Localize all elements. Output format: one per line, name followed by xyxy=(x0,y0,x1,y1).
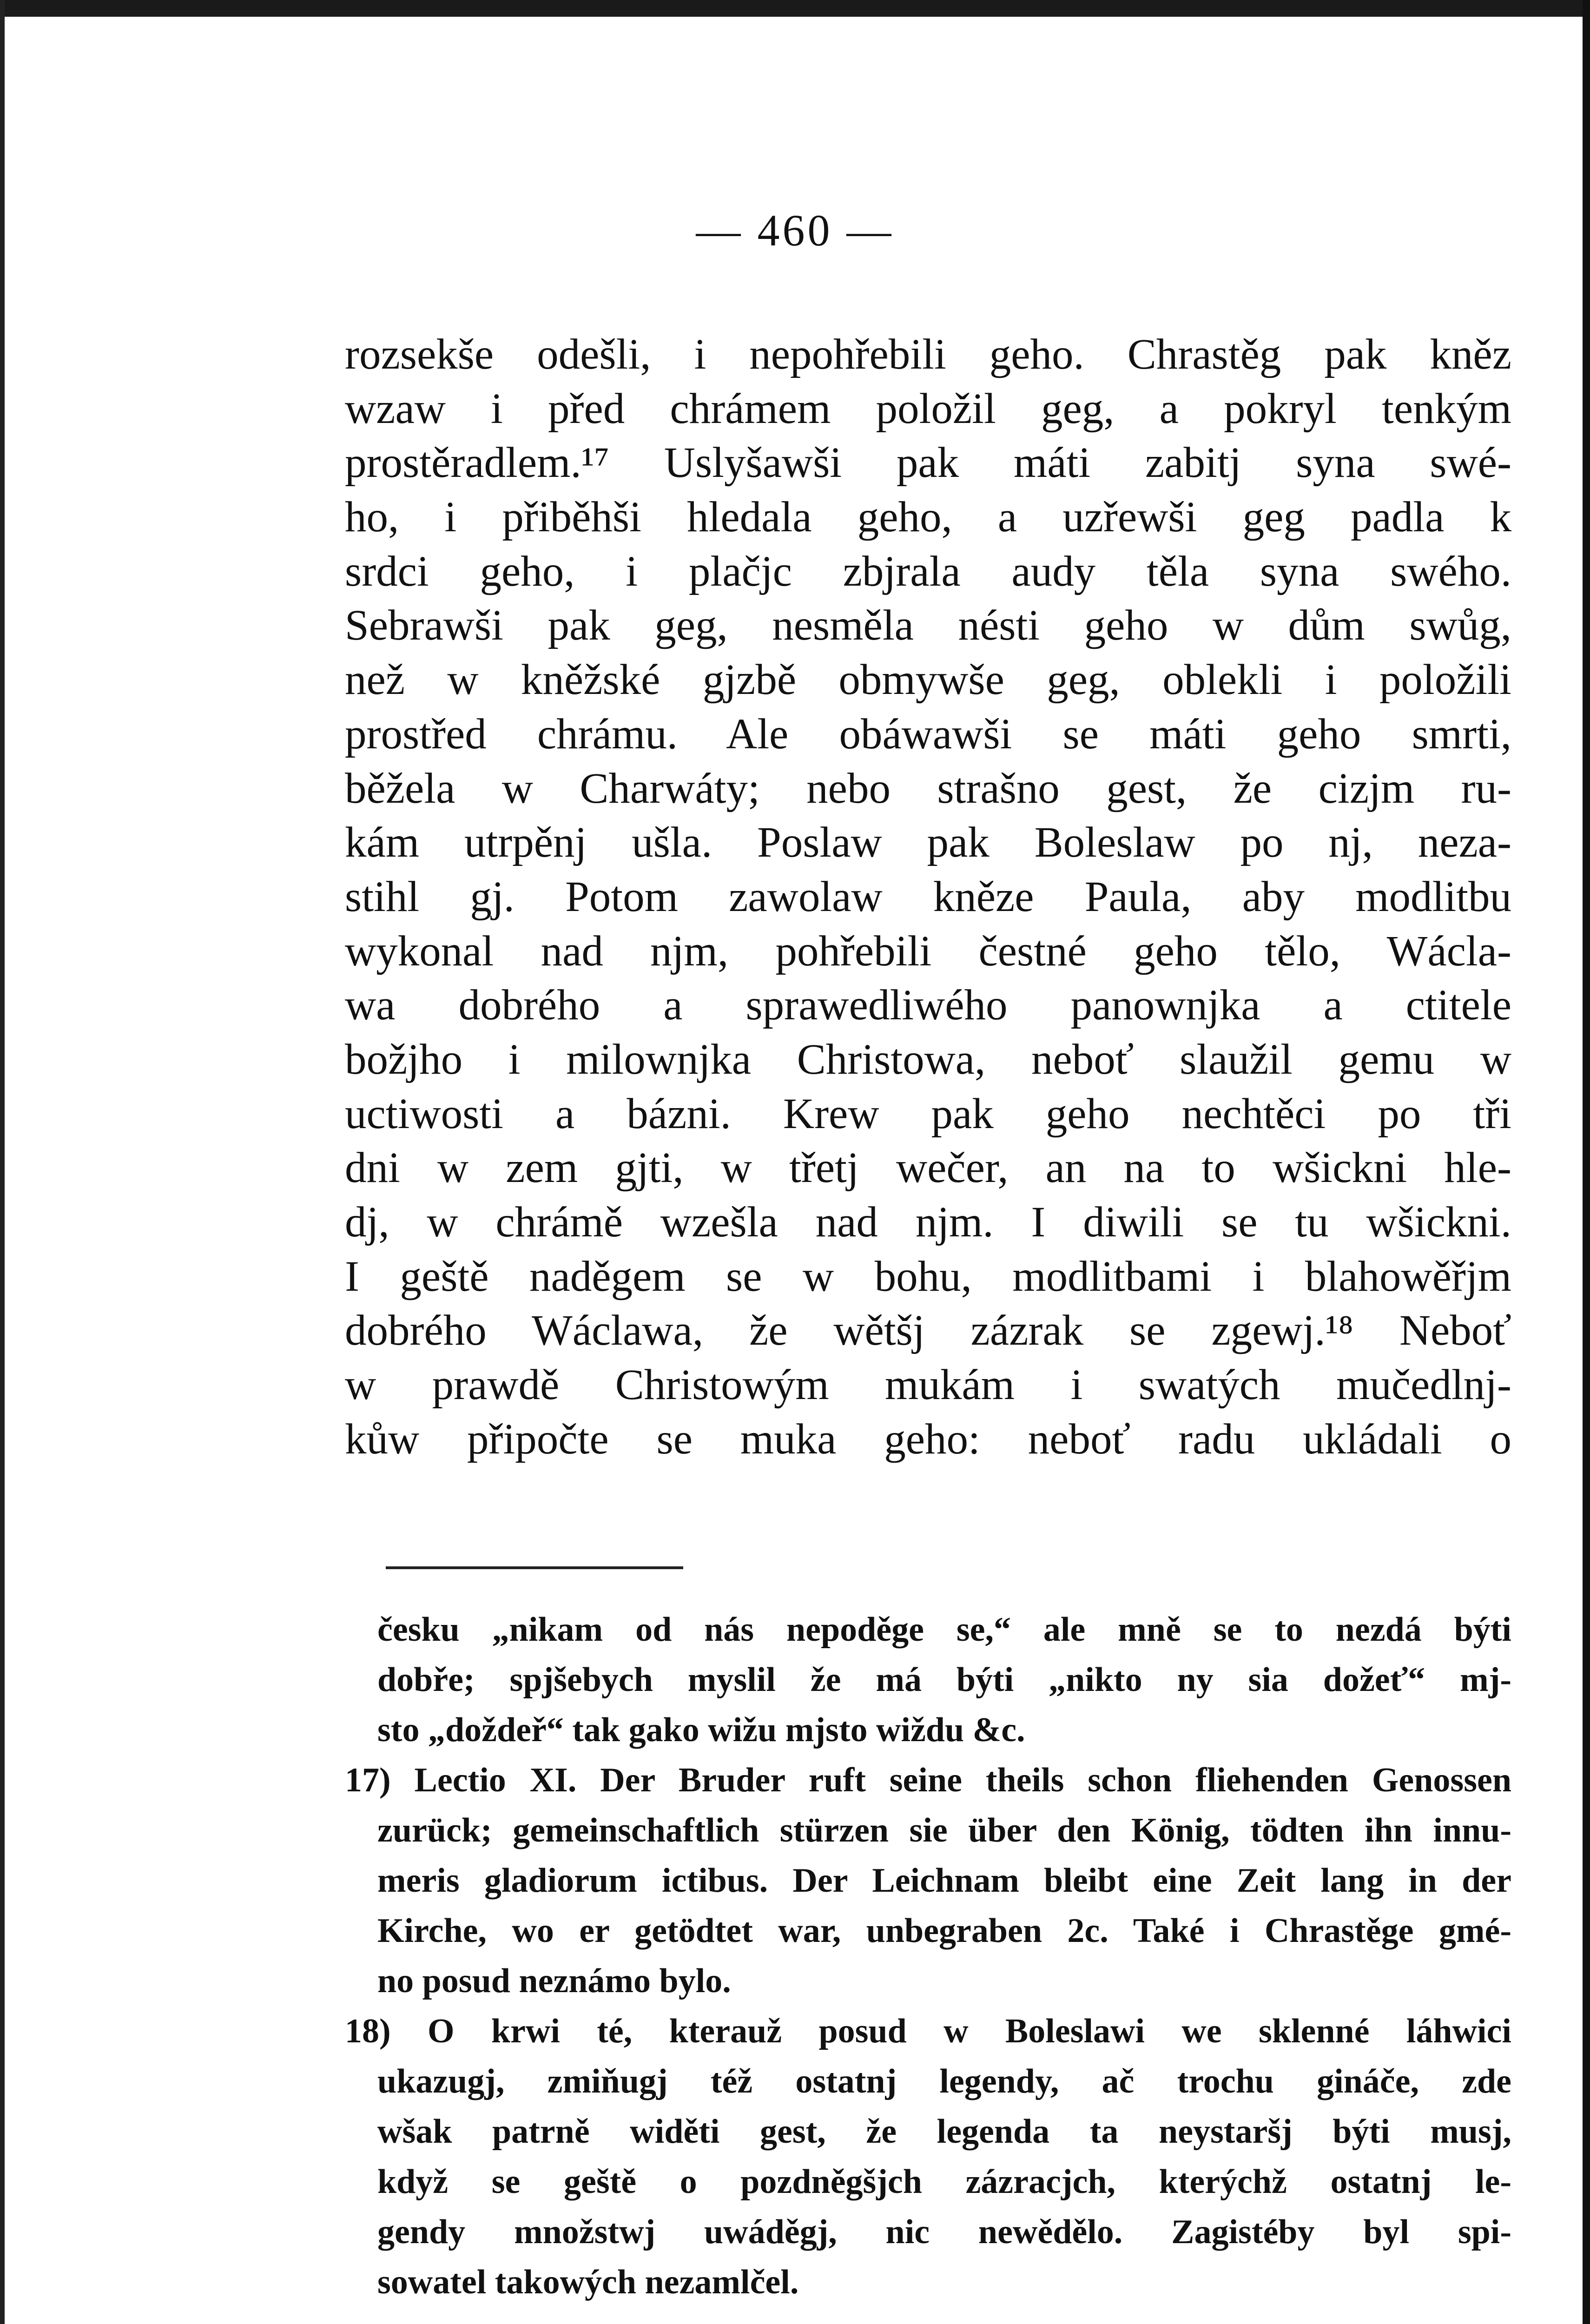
text-line: wa dobrého a sprawedliwého panownjka a ctitele xyxy=(345,981,1511,1030)
text-line: w prawdě Christowým mukám i swatých mučedlnj- xyxy=(345,1361,1511,1409)
footnote-17-line: meris gladiorum ictibus. Der Leichnam bleibt eine Zeit lang in der xyxy=(377,1862,1511,1900)
text-line: dj, w chrámě wzešla nad njm. I diwili se tu wšickni. xyxy=(345,1198,1511,1246)
footnote-18-line: wšak patrně widěti gest, že legenda ta neystaršj býti musj, xyxy=(377,2113,1511,2151)
text-line: uctiwosti a bázni. Krew pak geho nechtěci po tři xyxy=(345,1089,1511,1138)
text-line: prostěradlem.¹⁷ Uslyšawši pak máti zabitj syna swé- xyxy=(345,439,1511,487)
text-line: Sebrawši pak geg, nesměla nésti geho w dům swůg, xyxy=(345,601,1511,650)
text-line: než w kněžské gjzbě obmywše geg, oblekli i položili xyxy=(345,656,1511,704)
footnote-17-line: Kirche, wo er getödtet war, unbegraben 2c. Také i Chrastěge gmé- xyxy=(377,1912,1511,1950)
footnote-continuation-line: dobře; spjšebych myslil že má býti „nikto ny sia dožeť“ mj- xyxy=(377,1661,1511,1699)
text-line: wykonal nad njm, pohřebili čestné geho tělo, Wácla- xyxy=(345,927,1511,975)
text-line: stihl gj. Potom zawolaw kněze Paula, aby modlitbu xyxy=(345,872,1511,921)
text-line: dobrého Wáclawa, že wětšj zázrak se zgewj.¹⁸ Neboť xyxy=(345,1307,1511,1355)
text-line: ho, i přiběhši hledala geho, a uzřewši geg padla k xyxy=(345,493,1511,541)
footnote-continuation-line: česku „nikam od nás nepoděge se,“ ale mně se to nezdá býti xyxy=(377,1611,1511,1649)
text-line: I geště naděgem se w bohu, modlitbami i blahowěřjm xyxy=(345,1252,1511,1301)
text-line: wzaw i před chrámem položil geg, a pokryl tenkým xyxy=(345,384,1511,433)
footnote-18-line: když se geště o pozdněgšjch zázracjch, kterýchž ostatnj le- xyxy=(377,2163,1511,2201)
text-line: prostřed chrámu. Ale obáwawši se máti geho smrti, xyxy=(345,710,1511,758)
footnote-18-line: gendy množstwj uwáděgj, nic newědělo. Zagistéby byl spi- xyxy=(377,2213,1511,2251)
body-text xyxy=(345,328,1511,1466)
text-line: božjho i milownjka Christowa, neboť slaužil gemu w xyxy=(345,1035,1511,1083)
footnote-18-line: 18) O krwi té, kterauž posud w Boleslawi we sklenné láhwici xyxy=(345,2012,1511,2050)
footnote-17-line: 17) Lectio XI. Der Bruder ruft seine theils schon fliehenden Genossen xyxy=(345,1761,1511,1799)
footnote-separator xyxy=(386,1566,683,1569)
text-line: kám utrpěnj ušla. Poslaw pak Boleslaw po nj, neza- xyxy=(345,819,1511,867)
text-line: běžela w Charwáty; nebo strašno gest, že cizjm ru- xyxy=(345,764,1511,812)
text-line: kůw připočte se muka geho: neboť radu ukládali o xyxy=(345,1415,1511,1463)
text-line: dni w zem gjti, w třetj wečer, an na to wšickni hle- xyxy=(345,1144,1511,1192)
text-line: rozsekše odešli, i nepohřebili geho. Chrastěg pak kněz xyxy=(345,330,1511,378)
footnote-continuation-line: sto „doždeř“ tak gako wižu mjsto wiždu &c. xyxy=(377,1711,1025,1749)
footnote-18-line: sowatel takowých nezamlčel. xyxy=(377,2263,799,2301)
footnotes xyxy=(345,1604,1511,2307)
page-number: — 460 — xyxy=(696,205,894,255)
text-line: srdci geho, i plačjc zbjrala audy těla syna swého. xyxy=(345,547,1511,595)
footnote-17-line: zurück; gemeinschaftlich stürzen sie über den König, tödten ihn innu- xyxy=(377,1811,1511,1849)
footnote-17-line: no posud neznámo bylo. xyxy=(377,1962,731,2000)
footnote-18-line: ukazugj, zmiňugj též ostatnj legendy, ač trochu gináče, zde xyxy=(377,2062,1511,2100)
